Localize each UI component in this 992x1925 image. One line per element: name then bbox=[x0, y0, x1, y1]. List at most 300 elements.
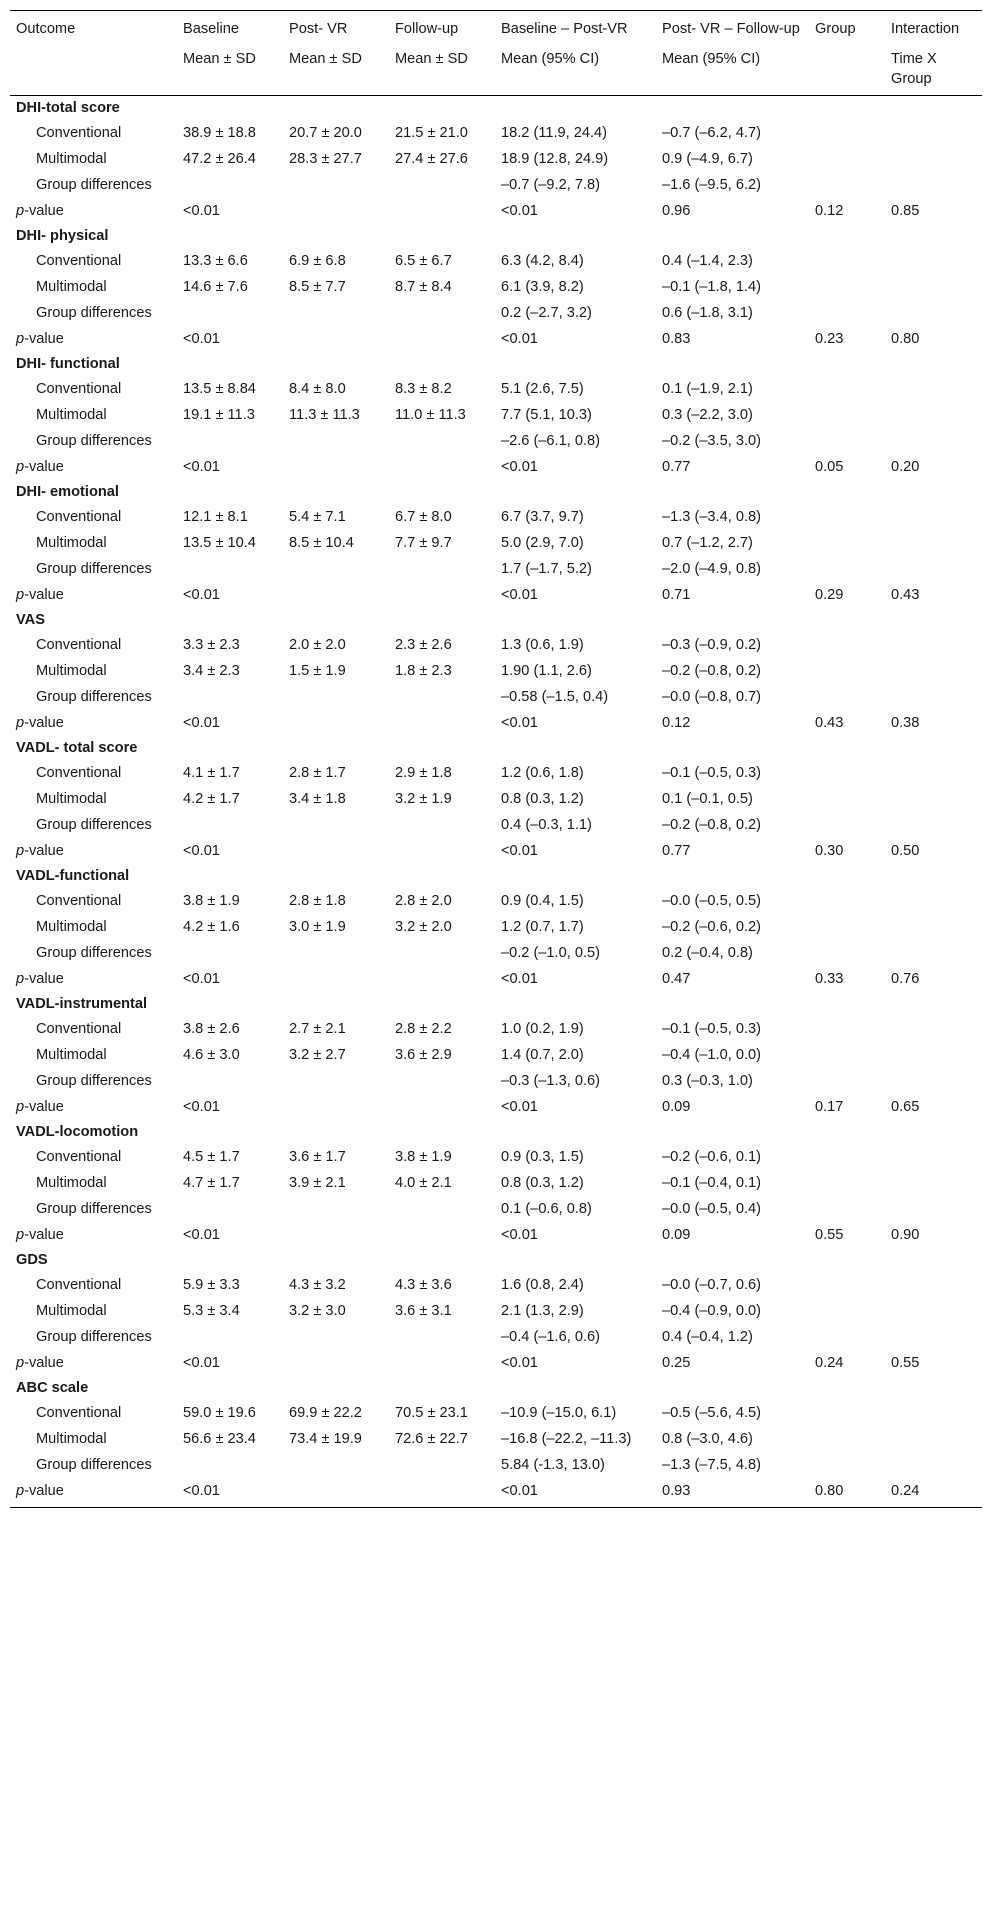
table-cell bbox=[389, 1068, 495, 1094]
group-differences-row bbox=[10, 684, 982, 710]
p-value-cell bbox=[283, 454, 389, 480]
table-cell bbox=[885, 1042, 982, 1068]
table-cell: 0.1 (–0.6, 0.8) bbox=[501, 1201, 592, 1217]
results-table bbox=[10, 10, 982, 1508]
p-value-row bbox=[10, 838, 982, 864]
table-cell: 11.0 ± 11.3 bbox=[395, 407, 466, 423]
section-header-row bbox=[10, 608, 982, 632]
table-cell bbox=[809, 556, 885, 582]
table-cell: 8.5 ± 7.7 bbox=[289, 279, 346, 295]
section-header-row bbox=[10, 352, 982, 376]
empty-cell bbox=[885, 480, 982, 504]
p-value-cell bbox=[389, 710, 495, 736]
group-row bbox=[10, 914, 982, 940]
table-cell bbox=[885, 172, 982, 198]
table-cell: 3.6 ± 3.1 bbox=[395, 1303, 452, 1319]
empty-cell bbox=[283, 736, 389, 760]
p-value-cell bbox=[389, 326, 495, 352]
table-cell: 6.5 ± 6.7 bbox=[395, 253, 452, 269]
table-cell: 1.3 (0.6, 1.9) bbox=[501, 637, 584, 653]
p-value-cell: <0.01 bbox=[183, 203, 220, 219]
p-letter: p bbox=[16, 587, 25, 603]
empty-cell bbox=[656, 1248, 809, 1272]
table-cell bbox=[389, 172, 495, 198]
p-value-cell: <0.01 bbox=[183, 843, 220, 859]
column-subheader bbox=[10, 49, 177, 96]
section-header-row bbox=[10, 992, 982, 1016]
row-label: Group differences bbox=[36, 305, 152, 321]
p-letter: p bbox=[16, 715, 25, 731]
group-row bbox=[10, 146, 982, 172]
p-value-row bbox=[10, 966, 982, 992]
p-value-cell: 0.90 bbox=[891, 1227, 920, 1243]
p-suffix: -value bbox=[24, 843, 64, 859]
empty-cell bbox=[389, 864, 495, 888]
empty-cell bbox=[885, 608, 982, 632]
table-cell: 73.4 ± 19.9 bbox=[289, 1431, 362, 1447]
p-value-cell: <0.01 bbox=[183, 459, 220, 475]
row-label: Conventional bbox=[36, 1149, 122, 1165]
table-cell bbox=[885, 1196, 982, 1222]
row-label: Conventional bbox=[36, 125, 122, 141]
p-suffix: -value bbox=[24, 1099, 64, 1115]
p-suffix: -value bbox=[24, 203, 64, 219]
group-row bbox=[10, 632, 982, 658]
table-cell bbox=[283, 1068, 389, 1094]
table-cell bbox=[809, 146, 885, 172]
p-value-cell: <0.01 bbox=[501, 331, 538, 347]
group-differences-row bbox=[10, 940, 982, 966]
table-cell: 5.3 ± 3.4 bbox=[183, 1303, 240, 1319]
table-cell: 4.2 ± 1.7 bbox=[183, 791, 240, 807]
table-cell bbox=[389, 940, 495, 966]
p-value-cell: 0.77 bbox=[662, 843, 691, 859]
table-cell: 6.1 (3.9, 8.2) bbox=[501, 279, 584, 295]
table-cell: 6.7 (3.7, 9.7) bbox=[501, 509, 584, 525]
empty-cell bbox=[809, 480, 885, 504]
table-cell bbox=[809, 376, 885, 402]
group-row bbox=[10, 504, 982, 530]
table-cell bbox=[885, 402, 982, 428]
empty-cell bbox=[885, 352, 982, 376]
table-cell: 4.7 ± 1.7 bbox=[183, 1175, 240, 1191]
empty-cell bbox=[885, 1248, 982, 1272]
group-row bbox=[10, 1042, 982, 1068]
table-cell bbox=[177, 300, 283, 326]
table-cell bbox=[283, 684, 389, 710]
table-cell: 3.6 ± 1.7 bbox=[289, 1149, 346, 1165]
p-value-cell bbox=[389, 1094, 495, 1120]
table-cell: –0.1 (–1.8, 1.4) bbox=[662, 279, 761, 295]
group-row bbox=[10, 1144, 982, 1170]
empty-cell bbox=[495, 1120, 656, 1144]
table-cell: 3.2 ± 2.7 bbox=[289, 1047, 346, 1063]
column-header: Post- VR – Follow-up bbox=[656, 11, 809, 50]
table-cell: 3.6 ± 2.9 bbox=[395, 1047, 452, 1063]
table-cell bbox=[283, 812, 389, 838]
table-cell bbox=[809, 1016, 885, 1042]
p-value-cell bbox=[389, 1350, 495, 1376]
table-cell: 0.2 (–2.7, 3.2) bbox=[501, 305, 592, 321]
column-header: Baseline bbox=[177, 11, 283, 50]
row-label: Conventional bbox=[36, 253, 122, 269]
table-cell bbox=[389, 556, 495, 582]
table-cell bbox=[885, 812, 982, 838]
section-header-row bbox=[10, 1120, 982, 1144]
table-cell bbox=[283, 940, 389, 966]
table-cell bbox=[809, 1144, 885, 1170]
p-value-cell: <0.01 bbox=[501, 1227, 538, 1243]
table-cell bbox=[809, 1068, 885, 1094]
table-header bbox=[10, 11, 982, 96]
p-letter: p bbox=[16, 1099, 25, 1115]
table-cell: 12.1 ± 8.1 bbox=[183, 509, 248, 525]
table-cell: 8.3 ± 8.2 bbox=[395, 381, 452, 397]
row-label: Multimodal bbox=[36, 279, 107, 295]
empty-cell bbox=[283, 224, 389, 248]
table-cell: 1.7 (–1.7, 5.2) bbox=[501, 561, 592, 577]
p-value-label bbox=[10, 1478, 177, 1508]
table-cell: 0.3 (–0.3, 1.0) bbox=[662, 1073, 753, 1089]
table-cell: 56.6 ± 23.4 bbox=[183, 1431, 256, 1447]
group-differences-row bbox=[10, 556, 982, 582]
p-value-label bbox=[10, 198, 177, 224]
row-label: Conventional bbox=[36, 765, 122, 781]
table-cell: 5.1 (2.6, 7.5) bbox=[501, 381, 584, 397]
empty-cell bbox=[495, 736, 656, 760]
row-label: Conventional bbox=[36, 893, 122, 909]
table-cell: 7.7 (5.1, 10.3) bbox=[501, 407, 592, 423]
table-cell bbox=[389, 812, 495, 838]
empty-cell bbox=[389, 1248, 495, 1272]
table-cell: 5.4 ± 7.1 bbox=[289, 509, 346, 525]
table-cell: 5.0 (2.9, 7.0) bbox=[501, 535, 584, 551]
empty-cell bbox=[885, 96, 982, 121]
table-cell bbox=[885, 658, 982, 684]
table-cell: 19.1 ± 11.3 bbox=[183, 407, 255, 423]
p-value-cell: 0.47 bbox=[662, 971, 691, 987]
table-cell: 1.90 (1.1, 2.6) bbox=[501, 663, 592, 679]
group-differences-row bbox=[10, 172, 982, 198]
p-value-cell: <0.01 bbox=[183, 1099, 220, 1115]
empty-cell bbox=[809, 736, 885, 760]
p-value-cell: 0.38 bbox=[891, 715, 920, 731]
empty-cell bbox=[389, 96, 495, 121]
table-cell: –1.3 (–3.4, 0.8) bbox=[662, 509, 761, 525]
empty-cell bbox=[885, 864, 982, 888]
table-cell: 0.1 (–1.9, 2.1) bbox=[662, 381, 753, 397]
row-label: Conventional bbox=[36, 637, 122, 653]
table-cell: 13.5 ± 10.4 bbox=[183, 535, 256, 551]
p-value-cell: 0.55 bbox=[891, 1355, 920, 1371]
section-header-row bbox=[10, 1376, 982, 1400]
outcome-title: VADL- total score bbox=[16, 740, 138, 756]
table-cell: –0.2 (–0.8, 0.2) bbox=[662, 817, 761, 833]
p-value-cell: <0.01 bbox=[177, 1478, 283, 1508]
p-value-row bbox=[10, 710, 982, 736]
table-cell: 0.4 (–0.3, 1.1) bbox=[501, 817, 592, 833]
p-letter: p bbox=[16, 843, 25, 859]
table-cell bbox=[885, 684, 982, 710]
column-header: Group bbox=[809, 11, 885, 50]
p-value-cell bbox=[389, 1222, 495, 1248]
table-cell: 2.9 ± 1.8 bbox=[395, 765, 452, 781]
table-cell: 6.7 ± 8.0 bbox=[395, 509, 452, 525]
table-cell bbox=[177, 556, 283, 582]
row-label: Group differences bbox=[36, 817, 152, 833]
row-label: Multimodal bbox=[36, 919, 107, 935]
empty-cell bbox=[283, 480, 389, 504]
empty-cell bbox=[283, 1248, 389, 1272]
group-row bbox=[10, 1426, 982, 1452]
group-row bbox=[10, 1170, 982, 1196]
table-cell: 6.9 ± 6.8 bbox=[289, 253, 346, 269]
table-cell: –0.2 (–1.0, 0.5) bbox=[501, 945, 600, 961]
p-value-cell: 0.43 bbox=[891, 587, 920, 603]
p-value-label bbox=[10, 454, 177, 480]
row-label: Group differences bbox=[36, 433, 152, 449]
group-differences-row bbox=[10, 1452, 982, 1478]
table-cell: 18.9 (12.8, 24.9) bbox=[501, 151, 609, 167]
outcome-title: VADL-functional bbox=[16, 868, 130, 884]
p-value-cell: 0.23 bbox=[815, 331, 844, 347]
table-cell: 13.5 ± 8.84 bbox=[183, 381, 256, 397]
table-cell bbox=[809, 402, 885, 428]
outcome-title: DHI- emotional bbox=[16, 484, 119, 500]
table-cell: 18.2 (11.9, 24.4) bbox=[501, 125, 608, 141]
table-cell: –0.1 (–0.4, 0.1) bbox=[662, 1175, 761, 1191]
table-cell: 0.3 (–2.2, 3.0) bbox=[662, 407, 753, 423]
table-cell: 2.8 ± 1.7 bbox=[289, 765, 346, 781]
table-cell bbox=[809, 1426, 885, 1452]
row-label: Multimodal bbox=[36, 535, 107, 551]
column-subheader bbox=[809, 49, 885, 96]
table-cell: 5.84 (-1.3, 13.0) bbox=[501, 1457, 605, 1473]
p-value-cell bbox=[283, 710, 389, 736]
table-cell bbox=[885, 1016, 982, 1042]
group-row bbox=[10, 786, 982, 812]
empty-cell bbox=[809, 608, 885, 632]
table-cell bbox=[283, 1324, 389, 1350]
table-cell bbox=[885, 146, 982, 172]
empty-cell bbox=[885, 1376, 982, 1400]
section-header-row bbox=[10, 480, 982, 504]
table-cell: 38.9 ± 18.8 bbox=[183, 125, 256, 141]
p-value-row bbox=[10, 1094, 982, 1120]
table-cell bbox=[885, 786, 982, 812]
empty-cell bbox=[283, 352, 389, 376]
table-cell: 69.9 ± 22.2 bbox=[289, 1405, 362, 1421]
group-row bbox=[10, 248, 982, 274]
outcome-title: VADL-locomotion bbox=[16, 1124, 139, 1140]
table-cell bbox=[885, 556, 982, 582]
empty-cell bbox=[177, 864, 283, 888]
p-value-cell: <0.01 bbox=[183, 587, 220, 603]
empty-cell bbox=[495, 352, 656, 376]
table-cell: –0.2 (–0.8, 0.2) bbox=[662, 663, 761, 679]
row-label: Conventional bbox=[36, 381, 122, 397]
p-value-cell: <0.01 bbox=[501, 203, 538, 219]
row-label: Group differences bbox=[36, 1457, 152, 1473]
p-value-cell: 0.80 bbox=[891, 331, 920, 347]
table-body bbox=[10, 96, 982, 1508]
row-label: Conventional bbox=[36, 1405, 122, 1421]
outcome-title: ABC scale bbox=[16, 1380, 89, 1396]
table-cell bbox=[389, 300, 495, 326]
row-label: Multimodal bbox=[36, 1431, 107, 1447]
empty-cell bbox=[495, 992, 656, 1016]
p-value-cell bbox=[389, 582, 495, 608]
p-value-cell: <0.01 bbox=[501, 587, 538, 603]
table-cell: 2.0 ± 2.0 bbox=[289, 637, 346, 653]
table-cell bbox=[177, 1068, 283, 1094]
p-value-row bbox=[10, 326, 982, 352]
table-cell bbox=[809, 248, 885, 274]
row-label: Conventional bbox=[36, 1277, 122, 1293]
row-label: Group differences bbox=[36, 177, 152, 193]
p-value-cell: 0.76 bbox=[891, 971, 920, 987]
table-cell bbox=[809, 300, 885, 326]
p-value-label bbox=[10, 326, 177, 352]
table-cell: 4.3 ± 3.2 bbox=[289, 1277, 346, 1293]
header-row-titles bbox=[10, 11, 982, 50]
empty-cell bbox=[389, 736, 495, 760]
table-cell bbox=[809, 760, 885, 786]
table-cell bbox=[809, 888, 885, 914]
table-cell: 7.7 ± 9.7 bbox=[395, 535, 452, 551]
p-value-label bbox=[10, 838, 177, 864]
p-value-cell: 0.09 bbox=[662, 1227, 691, 1243]
table-cell: 8.4 ± 8.0 bbox=[289, 381, 346, 397]
p-value-cell: <0.01 bbox=[501, 971, 538, 987]
table-cell: 2.7 ± 2.1 bbox=[289, 1021, 346, 1037]
row-label: Conventional bbox=[36, 509, 122, 525]
table-cell bbox=[809, 1298, 885, 1324]
row-label: Multimodal bbox=[36, 1303, 107, 1319]
table-cell: 20.7 ± 20.0 bbox=[289, 125, 362, 141]
table-cell bbox=[809, 914, 885, 940]
column-header: Baseline – Post-VR bbox=[495, 11, 656, 50]
table-cell bbox=[885, 1068, 982, 1094]
table-cell bbox=[885, 1324, 982, 1350]
table-cell bbox=[389, 1452, 495, 1478]
p-value-cell bbox=[283, 1478, 389, 1508]
table-cell: 0.9 (0.4, 1.5) bbox=[501, 893, 584, 909]
table-cell bbox=[809, 1170, 885, 1196]
table-cell bbox=[177, 1324, 283, 1350]
p-value-row bbox=[10, 1222, 982, 1248]
table-cell bbox=[885, 1452, 982, 1478]
table-cell bbox=[885, 940, 982, 966]
table-cell: –0.3 (–0.9, 0.2) bbox=[662, 637, 761, 653]
column-header: Post- VR bbox=[283, 11, 389, 50]
table-cell: 3.2 ± 2.0 bbox=[395, 919, 452, 935]
p-value-cell bbox=[389, 966, 495, 992]
empty-cell bbox=[389, 608, 495, 632]
table-cell bbox=[885, 530, 982, 556]
table-cell bbox=[283, 1196, 389, 1222]
table-cell: 0.8 (0.3, 1.2) bbox=[501, 1175, 584, 1191]
p-letter: p bbox=[16, 971, 25, 987]
p-value-cell: 0.30 bbox=[815, 843, 844, 859]
empty-cell bbox=[809, 1376, 885, 1400]
p-value-label bbox=[10, 966, 177, 992]
empty-cell bbox=[389, 480, 495, 504]
table-cell: –0.4 (–0.9, 0.0) bbox=[662, 1303, 761, 1319]
table-cell: 4.6 ± 3.0 bbox=[183, 1047, 240, 1063]
p-value-cell bbox=[389, 1478, 495, 1508]
section-header-row bbox=[10, 224, 982, 248]
table-cell: 0.4 (–1.4, 2.3) bbox=[662, 253, 753, 269]
empty-cell bbox=[177, 224, 283, 248]
table-cell bbox=[283, 300, 389, 326]
table-cell bbox=[809, 684, 885, 710]
table-cell bbox=[809, 1272, 885, 1298]
table-cell: 13.3 ± 6.6 bbox=[183, 253, 248, 269]
p-letter: p bbox=[16, 203, 25, 219]
table-cell: 2.1 (1.3, 2.9) bbox=[501, 1303, 584, 1319]
group-differences-row bbox=[10, 812, 982, 838]
table-cell bbox=[809, 1196, 885, 1222]
group-row bbox=[10, 120, 982, 146]
row-label: Multimodal bbox=[36, 1175, 107, 1191]
table-cell: –1.6 (–9.5, 6.2) bbox=[662, 177, 761, 193]
empty-cell bbox=[809, 864, 885, 888]
table-cell bbox=[885, 120, 982, 146]
p-value-cell bbox=[283, 1222, 389, 1248]
table-cell: 0.8 (–3.0, 4.6) bbox=[662, 1431, 753, 1447]
table-cell bbox=[809, 940, 885, 966]
p-value-cell bbox=[283, 1350, 389, 1376]
p-letter: p bbox=[16, 1355, 25, 1371]
empty-cell bbox=[389, 1120, 495, 1144]
column-header: Interaction bbox=[885, 11, 982, 50]
empty-cell bbox=[283, 864, 389, 888]
group-row bbox=[10, 530, 982, 556]
empty-cell bbox=[809, 1120, 885, 1144]
p-value-cell: 0.65 bbox=[891, 1099, 920, 1115]
table-cell bbox=[809, 1452, 885, 1478]
empty-cell bbox=[177, 352, 283, 376]
table-cell: 1.2 (0.6, 1.8) bbox=[501, 765, 584, 781]
p-letter: p bbox=[16, 331, 25, 347]
table-cell bbox=[885, 300, 982, 326]
table-cell: 5.9 ± 3.3 bbox=[183, 1277, 240, 1293]
row-label: Group differences bbox=[36, 1329, 152, 1345]
table-cell: 14.6 ± 7.6 bbox=[183, 279, 248, 295]
table-cell bbox=[177, 172, 283, 198]
table-cell: 4.5 ± 1.7 bbox=[183, 1149, 240, 1165]
table-cell: 3.3 ± 2.3 bbox=[183, 637, 240, 653]
table-cell: 0.9 (–4.9, 6.7) bbox=[662, 151, 753, 167]
outcome-title: VAS bbox=[16, 612, 45, 628]
table-cell: 6.3 (4.2, 8.4) bbox=[501, 253, 584, 269]
group-row bbox=[10, 274, 982, 300]
outcome-title: DHI-total score bbox=[16, 100, 120, 116]
table-cell: 8.5 ± 10.4 bbox=[289, 535, 354, 551]
table-cell: 2.8 ± 2.0 bbox=[395, 893, 452, 909]
table-cell: –0.4 (–1.6, 0.6) bbox=[501, 1329, 600, 1345]
outcome-title: GDS bbox=[16, 1252, 48, 1268]
table-cell: 1.0 (0.2, 1.9) bbox=[501, 1021, 584, 1037]
group-row bbox=[10, 1298, 982, 1324]
p-value-cell: 0.24 bbox=[815, 1355, 844, 1371]
p-suffix: -value bbox=[24, 331, 64, 347]
p-value-cell bbox=[389, 838, 495, 864]
table-cell: 4.1 ± 1.7 bbox=[183, 765, 240, 781]
table-cell: –2.6 (–6.1, 0.8) bbox=[501, 433, 600, 449]
empty-cell bbox=[495, 864, 656, 888]
